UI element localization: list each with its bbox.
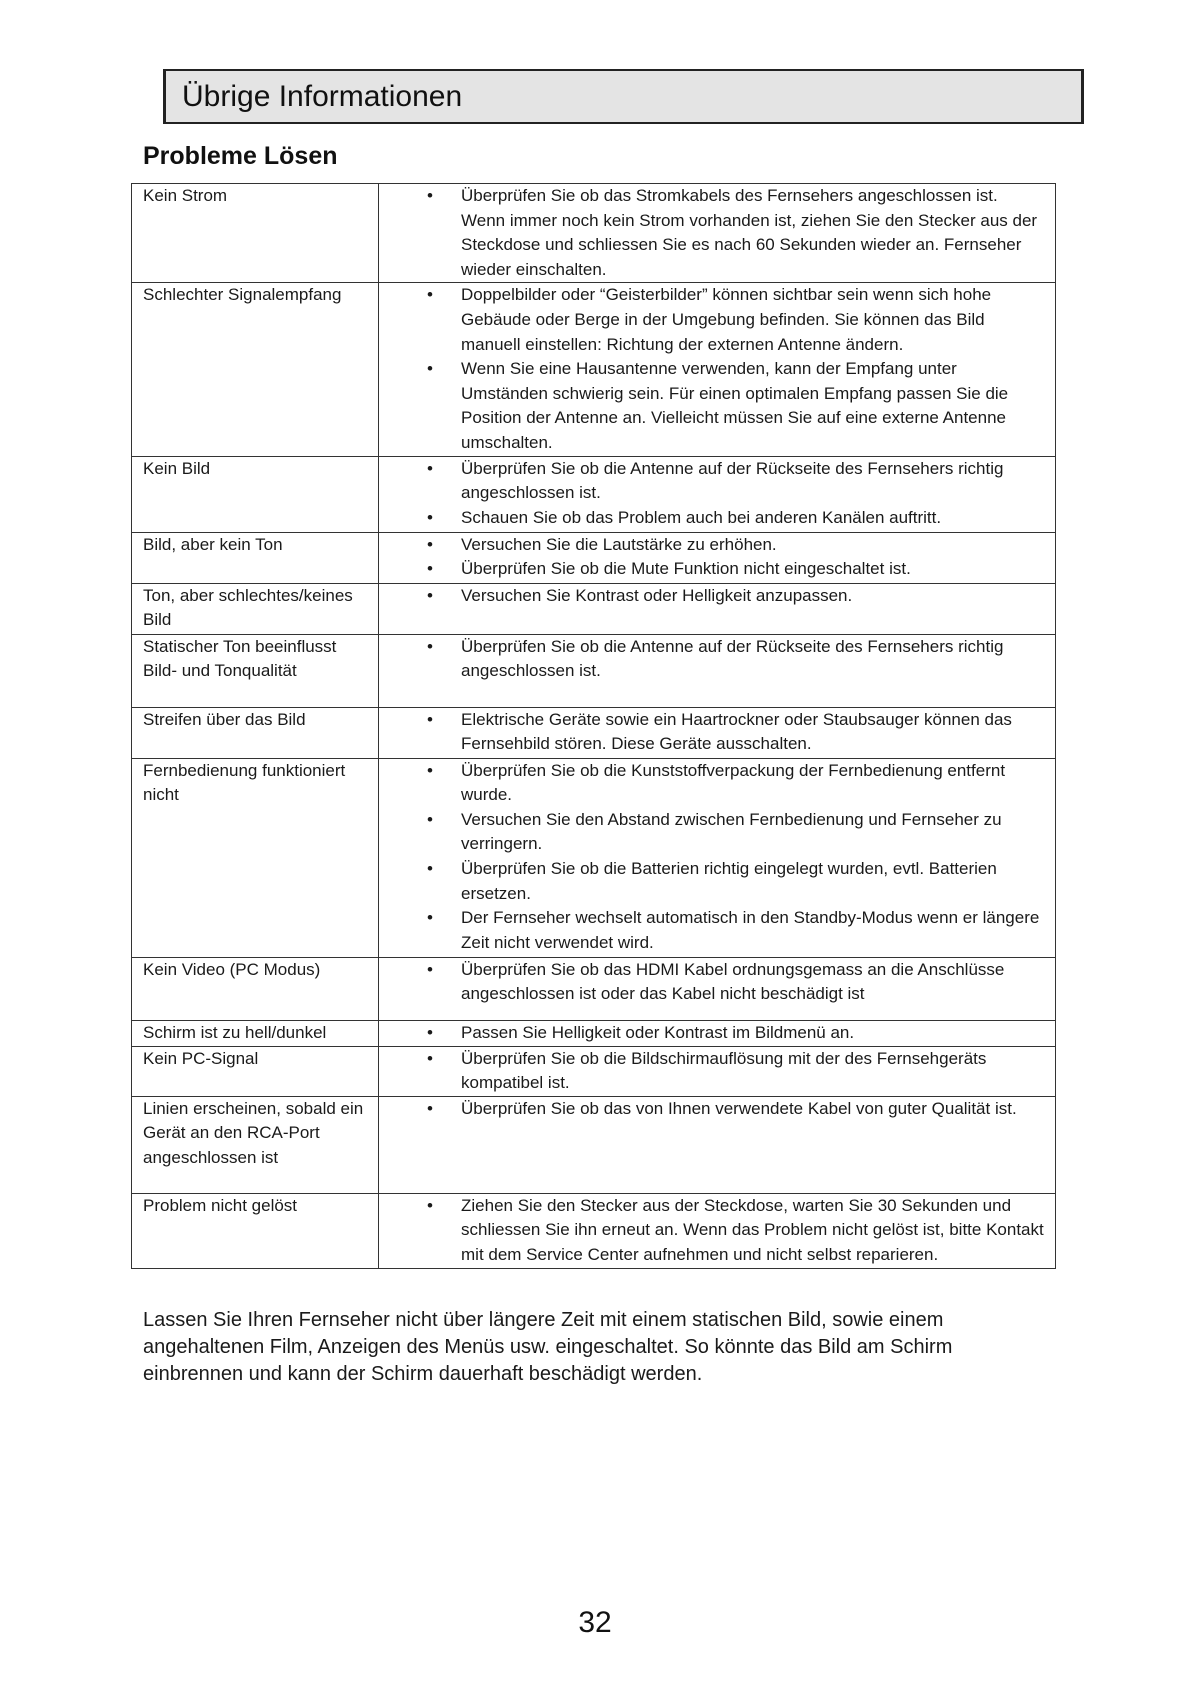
solution-list (379, 958, 1045, 1007)
page-number: 32 (578, 1606, 612, 1639)
solution-item: • Überprüfen Sie ob das von Ihnen verwendete Kabel von guter Qualität ist. (379, 1097, 1045, 1122)
solution-list (379, 635, 1045, 684)
solutions-cell (379, 634, 1056, 707)
problem-cell: Kein Strom (132, 184, 379, 283)
problem-cell: Schlechter Signalempfang (132, 283, 379, 456)
solution-item: • Elektrische Geräte sowie ein Haartrockner oder Staubsauger können das Fernsehbild stören. Diese Geräte ausschalten. (379, 708, 1045, 757)
solution-item: • Passen Sie Helligkeit oder Kontrast im Bildmenü an. (379, 1021, 1045, 1046)
solution-list (379, 1194, 1045, 1268)
solutions-cell (379, 1096, 1056, 1193)
table-row (132, 184, 1056, 283)
solution-list (379, 184, 1045, 282)
table-row (132, 1046, 1056, 1096)
table-row (132, 957, 1056, 1020)
solutions-cell (379, 283, 1056, 456)
problem-cell: Bild, aber kein Ton (132, 532, 379, 583)
solution-list (379, 457, 1045, 531)
solution-item: • Überprüfen Sie ob die Antenne auf der Rückseite des Fernsehers richtig angeschlossen ist. (379, 635, 1045, 684)
section-header-box (163, 69, 1084, 124)
table-row (132, 283, 1056, 456)
solution-item: • Versuchen Sie die Lautstärke zu erhöhen. (379, 533, 1045, 558)
solution-item: • Überprüfen Sie ob die Antenne auf der Rückseite des Fernsehers richtig angeschlossen ist. (379, 457, 1045, 506)
solution-list (379, 1097, 1045, 1122)
solutions-cell (379, 456, 1056, 532)
table-row (132, 583, 1056, 634)
solution-item: • Doppelbilder oder “Geisterbilder” können sichtbar sein wenn sich hohe Gebäude oder Berge in der Umgebung befinden. Sie können das Bild manuell einstellen: Richtung der externen Antenne ändern. (379, 283, 1045, 357)
solution-item: • Ziehen Sie den Stecker aus der Steckdose, warten Sie 30 Sekunden und schliessen Sie ihn erneut an. Wenn das Problem nicht gelöst ist, bitte Kontakt mit dem Service Center aufnehmen und nicht selbst reparieren. (379, 1194, 1045, 1268)
solutions-cell (379, 1020, 1056, 1046)
solution-list (379, 1047, 1045, 1096)
solutions-cell (379, 583, 1056, 634)
table-row (132, 1020, 1056, 1046)
solution-item: • Überprüfen Sie ob die Kunststoffverpackung der Fernbedienung entfernt wurde. (379, 759, 1045, 808)
solutions-cell (379, 184, 1056, 283)
solution-item: • Der Fernseher wechselt automatisch in den Standby-Modus wenn er längere Zeit nicht verwendet wird. (379, 906, 1045, 955)
solution-list (379, 533, 1045, 582)
problem-cell: Linien erscheinen, sobald ein Gerät an den RCA-Port angeschlossen ist (132, 1096, 379, 1193)
table-row (132, 758, 1056, 957)
burn-in-note: Lassen Sie Ihren Fernseher nicht über längere Zeit mit einem statischen Bild, sowie einem angehaltenen Film, Anzeigen des Menüs usw. eingeschaltet. So könnte das Bild am Schirm einbrennen und kann der Schirm dauerhaft beschädigt werden. (143, 1309, 953, 1385)
solution-item: • Schauen Sie ob das Problem auch bei anderen Kanälen auftritt. (379, 506, 1045, 531)
solution-list (379, 759, 1045, 956)
problem-cell: Kein Video (PC Modus) (132, 957, 379, 1020)
problem-cell: Schirm ist zu hell/dunkel (132, 1020, 379, 1046)
problem-cell: Statischer Ton beeinflusst Bild- und Tonqualität (132, 634, 379, 707)
section-title: Probleme Lösen (143, 142, 338, 170)
problem-cell: Kein PC-Signal (132, 1046, 379, 1096)
solutions-cell (379, 957, 1056, 1020)
solution-list (379, 1021, 1045, 1046)
solution-item: • Überprüfen Sie ob die Bildschirmauflösung mit der des Fernsehgeräts kompatibel ist. (379, 1047, 1045, 1096)
solutions-cell (379, 758, 1056, 957)
solutions-cell (379, 532, 1056, 583)
page-heading: Übrige Informationen (182, 80, 463, 113)
table-row (132, 1193, 1056, 1268)
problem-cell: Kein Bild (132, 456, 379, 532)
solution-item: • Überprüfen Sie ob das HDMI Kabel ordnungsgemass an die Anschlüsse angeschlossen ist oder das Kabel nicht beschädigt ist (379, 958, 1045, 1007)
solution-item: • Versuchen Sie Kontrast oder Helligkeit anzupassen. (379, 584, 1045, 609)
solution-item: • Überprüfen Sie ob die Mute Funktion nicht eingeschaltet ist. (379, 557, 1045, 582)
problem-cell: Problem nicht gelöst (132, 1193, 379, 1268)
solution-item: • Wenn Sie eine Hausantenne verwenden, kann der Empfang unter Umständen schwierig sein. Für einen optimalen Empfang passen Sie die Position der Antenne an. Vielleicht müssen Sie auf eine externe Antenne umschalten. (379, 357, 1045, 455)
solution-list (379, 708, 1045, 757)
table-row (132, 1096, 1056, 1193)
table-row (132, 532, 1056, 583)
solutions-cell (379, 1193, 1056, 1268)
table-row (132, 707, 1056, 758)
solution-list (379, 584, 1045, 609)
solution-item: • Überprüfen Sie ob das Stromkabels des Fernsehers angeschlossen ist. Wenn immer noch kein Strom vorhanden ist, ziehen Sie den Stecker aus der Steckdose und schliessen Sie es nach 60 Sekunden wieder an. Fernseher wieder einschalten. (379, 184, 1045, 282)
troubleshooting-table (131, 183, 1056, 1269)
solution-list (379, 283, 1045, 455)
solution-item: • Überprüfen Sie ob die Batterien richtig eingelegt wurden, evtl. Batterien ersetzen. (379, 857, 1045, 906)
problem-cell: Ton, aber schlechtes/keines Bild (132, 583, 379, 634)
solutions-cell (379, 707, 1056, 758)
solutions-cell (379, 1046, 1056, 1096)
problem-cell: Fernbedienung funktioniert nicht (132, 758, 379, 957)
table-row (132, 634, 1056, 707)
problem-cell: Streifen über das Bild (132, 707, 379, 758)
table-row (132, 456, 1056, 532)
solution-item: • Versuchen Sie den Abstand zwischen Fernbedienung und Fernseher zu verringern. (379, 808, 1045, 857)
